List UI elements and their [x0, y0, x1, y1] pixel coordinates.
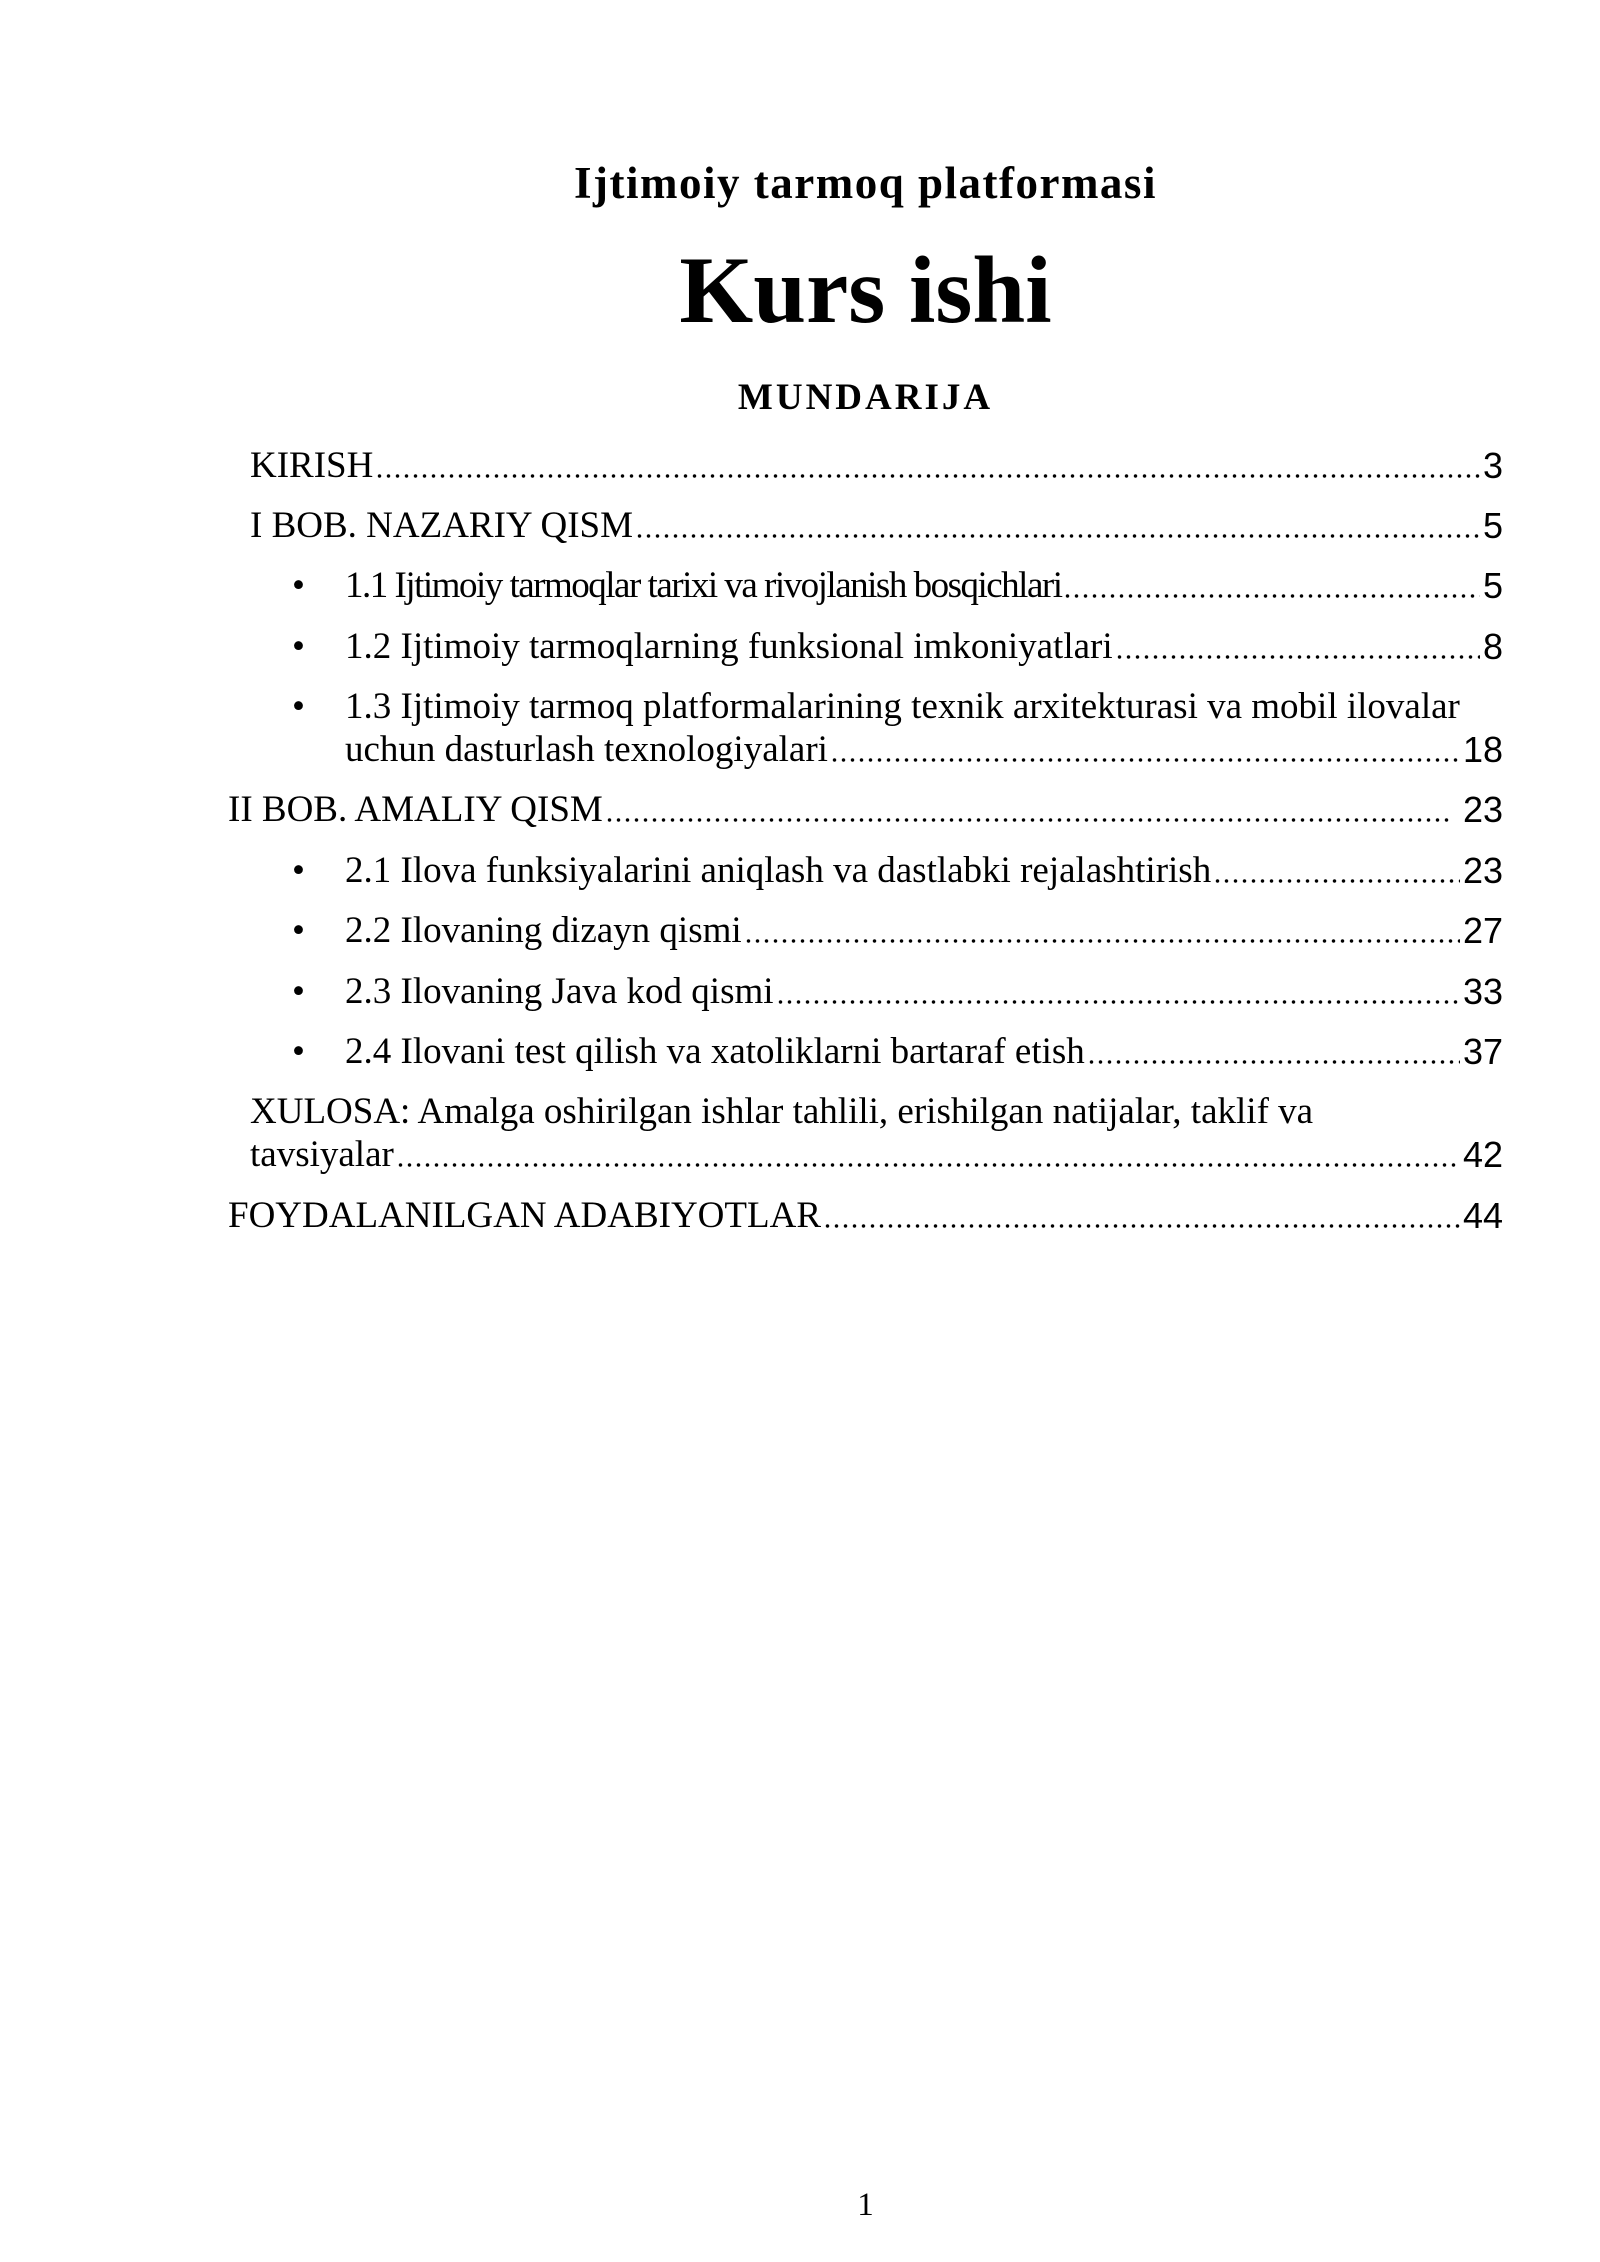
toc-entry-label: II BOB. AMALIY QISM: [228, 789, 603, 831]
toc-row: [228, 1194, 1503, 1237]
toc-page-number: 23: [1462, 849, 1503, 891]
toc-row: [345, 728, 1503, 771]
toc-entry: [228, 788, 1503, 831]
page-number: 1: [857, 2187, 874, 2223]
toc-entry-label: 1.2 Ijtimoiy tarmoqlarning funksional imkoniyatlari: [345, 625, 1113, 667]
toc-entry: [228, 1194, 1503, 1237]
toc-row: [250, 1090, 1503, 1133]
toc-entry-label: 2.1 Ilova funksiyalarini aniqlash va dastlabki rejalashtirish: [345, 849, 1212, 891]
dot-leader: [1115, 625, 1480, 668]
toc-page-number: 27: [1462, 910, 1503, 952]
bullet-icon: •: [292, 565, 305, 607]
toc-entry: [228, 564, 1503, 607]
toc-page-number: 33: [1462, 970, 1503, 1012]
toc-entry: [228, 444, 1503, 487]
toc-entry: [228, 685, 1503, 771]
toc-row: [345, 685, 1503, 728]
doc-subtitle: Ijtimoiy tarmoq platformasi: [574, 158, 1157, 208]
dot-leader: [1087, 1030, 1460, 1073]
toc-row: [250, 444, 1503, 487]
toc-entry-label: 1.3 Ijtimoiy tarmoq platformalarining texnik arxitekturasi va mobil ilovalar: [345, 686, 1460, 728]
toc-page-number: 5: [1482, 565, 1503, 607]
toc-page-number: 42: [1462, 1134, 1503, 1176]
toc-page-number: 8: [1482, 625, 1503, 667]
toc-row: [345, 849, 1503, 892]
toc-entry-label: uchun dasturlash texnologiyalari: [345, 729, 828, 771]
toc-entry: [228, 1090, 1503, 1176]
toc-entry-label: 2.3 Ilovaning Java kod qismi: [345, 970, 774, 1012]
page-content: [228, 0, 1503, 1254]
bullet-icon: •: [292, 910, 305, 952]
toc-entry: [228, 1030, 1503, 1073]
dot-leader: [830, 728, 1460, 771]
toc-entry-label: 2.4 Ilovani test qilish va xatoliklarni bartaraf etish: [345, 1031, 1085, 1073]
toc-page-number: 44: [1462, 1194, 1503, 1236]
toc-entry-label: 1.1 Ijtimoiy tarmoqlar tarixi va rivojlanish bosqichlari: [345, 565, 1062, 607]
bullet-icon: •: [292, 686, 305, 728]
toc-entry: [228, 849, 1503, 892]
dot-leader: [776, 970, 1460, 1013]
toc-entry-label: FOYDALANILGAN ADABIYOTLAR: [228, 1194, 821, 1236]
toc-row: [345, 1030, 1503, 1073]
toc-row: [250, 504, 1503, 547]
dot-leader: [744, 909, 1460, 952]
bullet-icon: •: [292, 849, 305, 891]
bullet-icon: •: [292, 970, 305, 1012]
toc-row: [345, 909, 1503, 952]
toc-entry-label: I BOB. NAZARIY QISM: [250, 504, 634, 546]
toc-entry-label: tavsiyalar: [250, 1134, 394, 1176]
dot-leader: [605, 788, 1450, 831]
toc-entry-label: XULOSA: Amalga oshirilgan ishlar tahlili, erishilgan natijalar, taklif va: [250, 1091, 1314, 1133]
dot-leader: [396, 1133, 1460, 1176]
bullet-icon: •: [292, 1031, 305, 1073]
bullet-icon: •: [292, 625, 305, 667]
toc-page-number: 18: [1462, 729, 1503, 771]
dot-leader: [635, 504, 1480, 547]
toc-entry: [228, 909, 1503, 952]
toc-entry: [228, 504, 1503, 547]
toc-entry: [228, 970, 1503, 1013]
toc-entry-label: KIRISH: [250, 444, 374, 486]
toc-heading: MUNDARIJA: [737, 377, 994, 418]
dot-leader: [823, 1194, 1460, 1237]
toc-page-number: 37: [1462, 1031, 1503, 1073]
toc-row: [345, 970, 1503, 1013]
toc-page-number: 3: [1482, 444, 1503, 486]
doc-title: Kurs ishi: [679, 237, 1052, 343]
toc-row: [250, 1133, 1503, 1176]
toc-page-number: 5: [1482, 504, 1503, 546]
toc-row: [345, 625, 1503, 668]
toc-entry-label: 2.2 Ilovaning dizayn qismi: [345, 910, 742, 952]
dot-leader: [375, 444, 1480, 487]
toc-entry: [228, 625, 1503, 668]
toc-page-number: 23: [1452, 789, 1503, 831]
toc-row: [228, 788, 1503, 831]
toc-row: [345, 564, 1503, 607]
toc-list: [228, 444, 1503, 1237]
dot-leader: [1063, 564, 1480, 607]
dot-leader: [1213, 849, 1460, 892]
